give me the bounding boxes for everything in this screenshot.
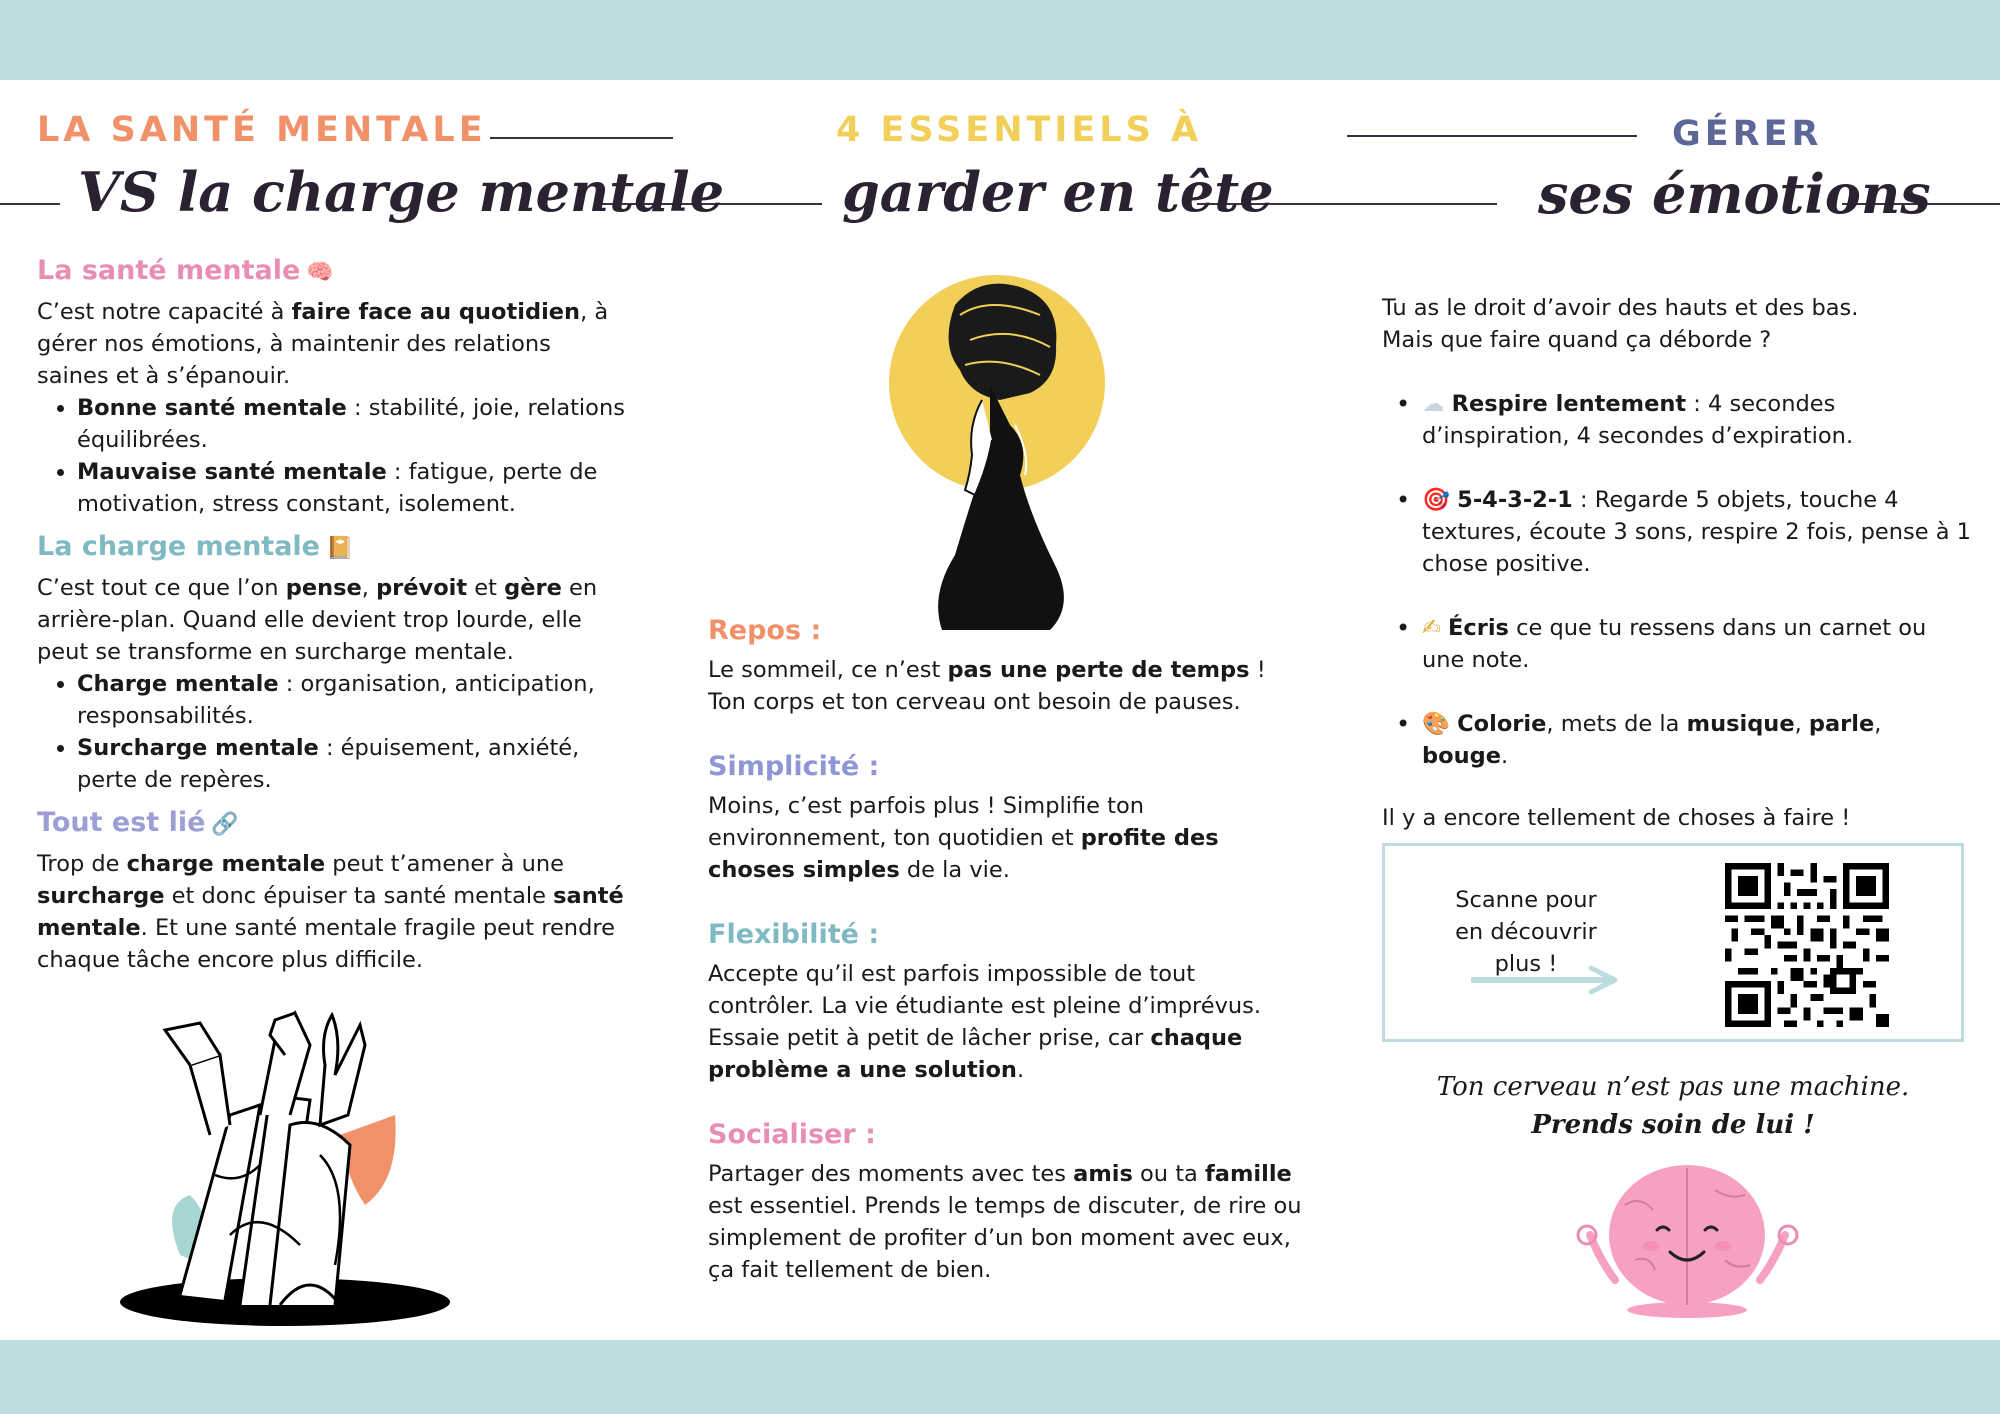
section-title-tout-est-lie: Tout est lié 🔗 <box>37 804 627 844</box>
section-title-sante-mentale: La santé mentale 🧠 <box>37 252 627 292</box>
list-item: • ✍ Écris ce que tu ressens dans un carnet ou une note. <box>1422 612 1972 676</box>
section-text: Partager des moments avec tes amis ou ta famille est essentiel. Prends le temps de discuter, de rire ou simplement de profiter d’un bon moment avec eux, ça fait tellement de bien. <box>708 1161 1302 1283</box>
meditating-brain-mascot <box>1565 1160 1810 1318</box>
col3-heading-script: ses émotions <box>1538 162 1931 226</box>
col3-heading-caps: GÉRER <box>1672 114 1823 154</box>
arrow-right-icon <box>1471 964 1621 994</box>
divider-line <box>1347 135 1637 137</box>
section-title-simplicite: Simplicité : <box>708 751 880 782</box>
qr-caption: Scanne pour en découvrir plus ! <box>1455 887 1597 977</box>
section-text: C’est notre capacité à faire face au quotidien, à gérer nos émotions, à maintenir des relations saines et à s’épanouir. <box>37 299 609 389</box>
list-item: • Charge mentale : organisation, anticipation, responsabilités. <box>77 668 627 732</box>
list-item: • Mauvaise santé mentale : fatigue, perte de motivation, stress constant, isolement. <box>77 456 627 520</box>
col2-heading-script: garder en tête <box>842 160 1274 224</box>
closing-quote <box>1382 1068 1964 1144</box>
target-icon: 🎯 <box>1422 487 1451 513</box>
list-item: • Bonne santé mentale : stabilité, joie, relations équilibrées. <box>77 392 627 456</box>
cloud-icon: ☁ <box>1422 391 1445 417</box>
section-text: Moins, c’est parfois plus ! Simplifie ton environnement, ton quotidien et profite des choses simples de la vie. <box>708 793 1219 883</box>
intro-text: Tu as le droit d’avoir des hauts et des bas. <box>1382 295 1859 321</box>
column-sante-mentale <box>37 252 627 976</box>
notebook-icon: 📔 <box>326 536 354 561</box>
section-title-charge-mentale: La charge mentale 📔 <box>37 528 627 568</box>
quote-line: Ton cerveau n’est pas une machine. <box>1436 1072 1910 1102</box>
col1-heading-caps: LA SANTÉ MENTALE <box>37 110 487 150</box>
section-title-flexibilite: Flexibilité : <box>708 919 880 950</box>
bullet-list <box>37 668 627 796</box>
qr-callout-box <box>1382 843 1964 1042</box>
section-text: Le sommeil, ce n’est pas une perte de temps ! Ton corps et ton cerveau ont besoin de pauses. <box>708 657 1266 715</box>
column-essentiels <box>708 612 1308 1286</box>
column-emotions <box>1382 292 1972 834</box>
section-title-repos: Repos : <box>708 615 822 646</box>
list-item: • Surcharge mentale : épuisement, anxiété, perte de repères. <box>77 732 627 796</box>
list-item: • 🎨 Colorie, mets de la musique, parle, bouge. <box>1422 708 1972 772</box>
writing-hand-icon: ✍ <box>1422 615 1441 641</box>
quote-line-bold: Prends soin de lui ! <box>1531 1110 1815 1140</box>
section-text: Trop de charge mentale peut t’amener à une surcharge et donc épuiser ta santé mentale santé mentale. Et une santé mentale fragile peut rendre chaque tâche encore plus difficile. <box>37 851 624 973</box>
palette-icon: 🎨 <box>1422 711 1451 737</box>
divider-line <box>0 203 60 205</box>
brain-icon: 🧠 <box>306 260 334 285</box>
intro-text: Mais que faire quand ça déborde ? <box>1382 327 1772 353</box>
top-band <box>0 0 2000 80</box>
list-item: • ☁ Respire lentement : 4 secondes d’inspiration, 4 secondes d’expiration. <box>1422 388 1972 452</box>
col2-heading-caps: 4 ESSENTIELS À <box>836 110 1203 150</box>
bullet-list <box>37 392 627 520</box>
falling-figure-illustration <box>120 1005 460 1330</box>
list-item: • 🎯 5-4-3-2-1 : Regarde 5 objets, touche 4 textures, écoute 3 sons, respire 2 fois, pense à 1 chose positive. <box>1422 484 1972 580</box>
link-icon: 🔗 <box>211 812 239 837</box>
qr-code[interactable] <box>1725 863 1889 1027</box>
outro-text: Il y a encore tellement de choses à faire ! <box>1382 805 1851 831</box>
divider-line <box>490 137 673 139</box>
bottom-band <box>0 1340 2000 1414</box>
tips-list <box>1382 388 1972 772</box>
section-title-socialiser: Socialiser : <box>708 1119 876 1150</box>
col1-heading-script: VS la charge mentale <box>78 160 725 224</box>
section-text: C’est tout ce que l’on pense, prévoit et gère en arrière-plan. Quand elle devient trop lourde, elle peut se transforme en surcharge mentale. <box>37 575 598 665</box>
woman-silhouette-illustration <box>880 275 1120 640</box>
section-text: Accepte qu’il est parfois impossible de tout contrôler. La vie étudiante est pleine d’imprévus. Essaie petit à petit de lâcher prise, car chaque problème a une solution. <box>708 961 1262 1083</box>
